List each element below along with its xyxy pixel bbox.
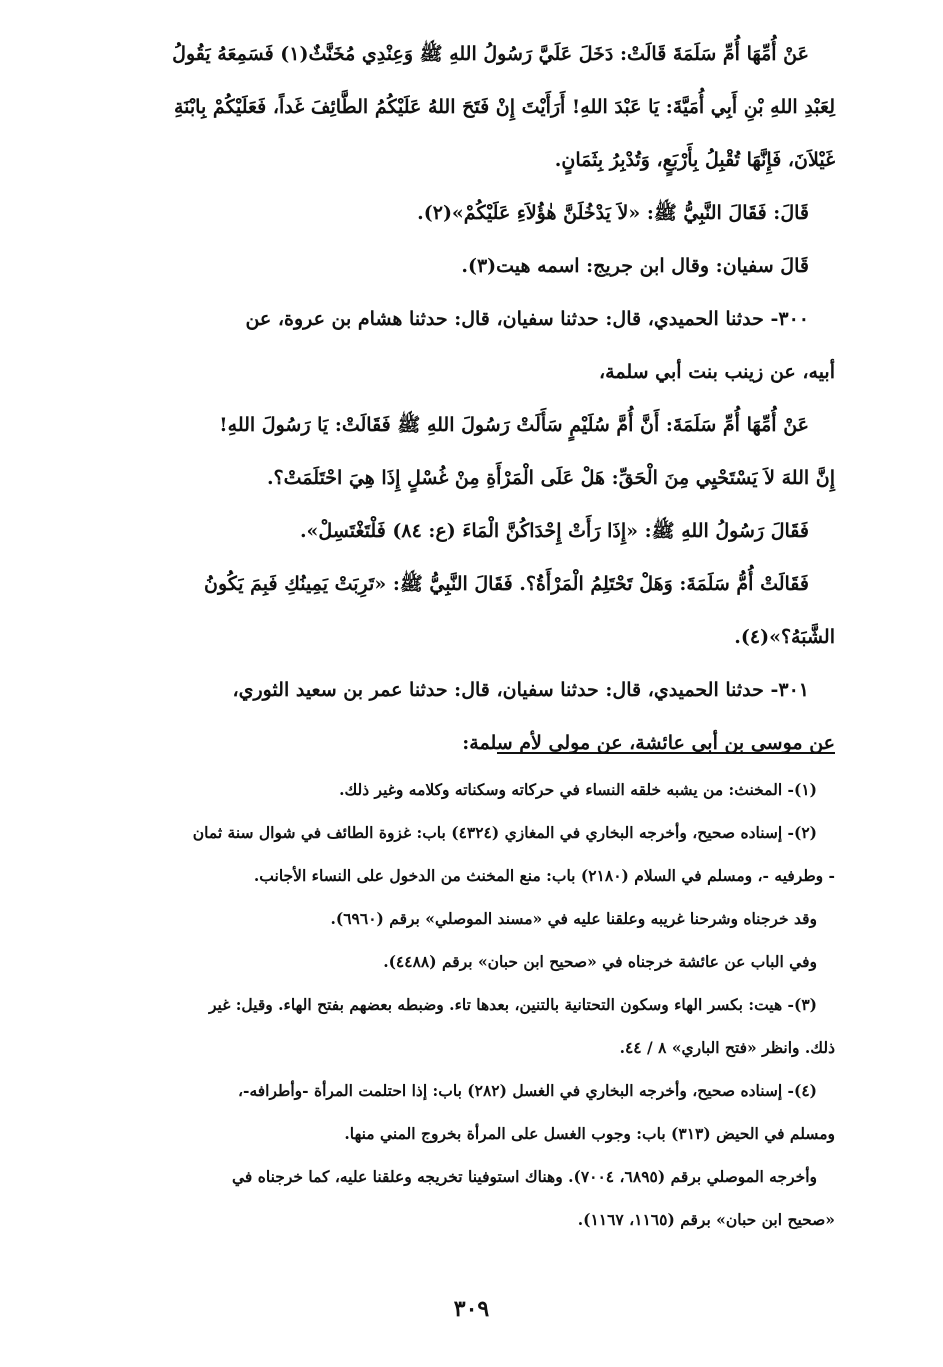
footnote-line: وفي الباب عن عائشة خرجناه في «صحيح ابن حبان» برقم (٤٤٨٨).	[383, 952, 817, 971]
main-line: عن موسى بن أبي عائشة، عن مولى لأم سلمة:	[462, 732, 835, 754]
footnote-separator	[497, 752, 835, 754]
footnote-line: ومسلم في الحيض (٣١٣) باب: وجوب الغسل على المرأة بخروج المني منها.	[344, 1124, 835, 1143]
footnote-line: وأخرجه الموصلي برقم (٦٨٩٥، ٧٠٠٤). وهناك استوفينا تخريجه وعلقنا عليه، كما خرجناه في	[232, 1167, 817, 1186]
main-line: قَالَ: فَقَالَ النَّبِيُّ ﷺ: «لاَ يَدْخُلَنَّ هٰؤُلاَءِ عَلَيْكُمْ»(٢).	[417, 202, 809, 224]
page-number: ٣٠٩	[453, 1296, 490, 1322]
main-line: غَيْلاَنَ، فَإِنَّهَا تُقْبِلُ بِأَرْبَعٍ، وَتُدْبِرُ بِثَمَانٍ.	[554, 149, 835, 171]
main-line: فَقَالَ رَسُولُ اللهِ ﷺ: «إِذَا رَأَتْ إِحْدَاكُنَّ الْمَاءَ (ع: ٨٤) فَلْتَغْتَسِلْ».	[299, 520, 809, 542]
footnote-4: (٤)- إسناده صحيح، وأخرجه البخاري في الغسل (٢٨٢) باب: إذا احتلمت المرأة -وأطرافه-،	[238, 1081, 817, 1100]
main-line: أبيه، عن زينب بنت أبي سلمة،	[599, 361, 835, 383]
footnote-line: ذلك. وانظر «فتح الباري» ٨ / ٤٤.	[619, 1038, 835, 1057]
main-line: عَنْ أُمِّهَا أُمِّ سَلَمَةَ قَالَتْ: دَخَلَ عَلَيَّ رَسُولُ اللهِ ﷺ وَعِنْدِي مُخَنَّثٌ(١) فَسَمِعَهُ يَقُولُ	[172, 43, 809, 65]
footnote-line: «صحيح ابن حبان» برقم (١١٦٥، ١١٦٧).	[577, 1210, 835, 1229]
main-line: قَالَ سفيان: وقال ابن جريج: اسمه هيت(٣).	[461, 255, 809, 277]
main-line: لِعَبْدِ اللهِ بْنِ أَبِي أُمَيَّةَ: يَا عَبْدَ اللهِ! أَرَأَيْتَ إِنْ فَتَحَ اللهُ عَلَيْكُمُ الطَّائِفَ غَداً، فَعَلَيْكُمْ بِابْنَةِ	[173, 96, 835, 118]
main-line: فَقَالَتْ أُمُّ سَلَمَةَ: وَهَلْ تَحْتَلِمُ الْمَرْأَةُ؟. فَقَالَ النَّبِيُّ ﷺ: «تَرِبَتْ يَمِينُكِ فَبِمَ يَكُونُ	[204, 573, 809, 595]
footnote-1: (١)- المخنث: من يشبه خلقه النساء في حركاته وسكناته وكلامه وغير ذلك.	[339, 780, 817, 799]
main-line: الشَّبَهُ؟»(٤).	[734, 626, 835, 648]
hadith-300-heading: ٣٠٠- حدثنا الحميدي، قال: حدثنا سفيان، قال: حدثنا هشام بن عروة، عن	[245, 308, 809, 330]
footnote-line: وقد خرجناه وشرحنا غريبه وعلقنا عليه في «مسند الموصلي» برقم (٦٩٦٠).	[330, 909, 817, 928]
main-text	[50, 28, 835, 770]
footnote-2: (٢)- إسناده صحيح، وأخرجه البخاري في المغازي (٤٣٢٤) باب: غزوة الطائف في شوال سنة ثمان	[192, 823, 817, 842]
hadith-301-heading: ٣٠١- حدثنا الحميدي، قال: حدثنا سفيان، قال: حدثنا عمر بن سعيد الثوري،	[232, 679, 809, 701]
main-line: إِنَّ اللهَ لاَ يَسْتَحْيِي مِنَ الْحَقِّ: هَلْ عَلَى الْمَرْأَةِ مِنْ غُسْلٍ إِذَا هِيَ احْتَلَمَتْ؟.	[266, 467, 835, 489]
footnote-line: - وطرفيه -، ومسلم في السلام (٢١٨٠) باب: منع المخنث من الدخول على النساء الأجانب.	[253, 866, 835, 885]
main-line: عَنْ أُمِّهَا أُمِّ سَلَمَةَ: أَنَّ أُمَّ سُلَيْمٍ سَأَلَتْ رَسُولَ اللهِ ﷺ فَقَالَتْ: يَا رَسُولَ اللهِ!	[219, 414, 809, 436]
footnotes	[50, 768, 835, 1241]
footnote-3: (٣)- هيت: بكسر الهاء وسكون التحتانية بالتنين، بعدها تاء. وضبطه بعضهم بفتح الهاء. وقيل: غير	[208, 995, 817, 1014]
